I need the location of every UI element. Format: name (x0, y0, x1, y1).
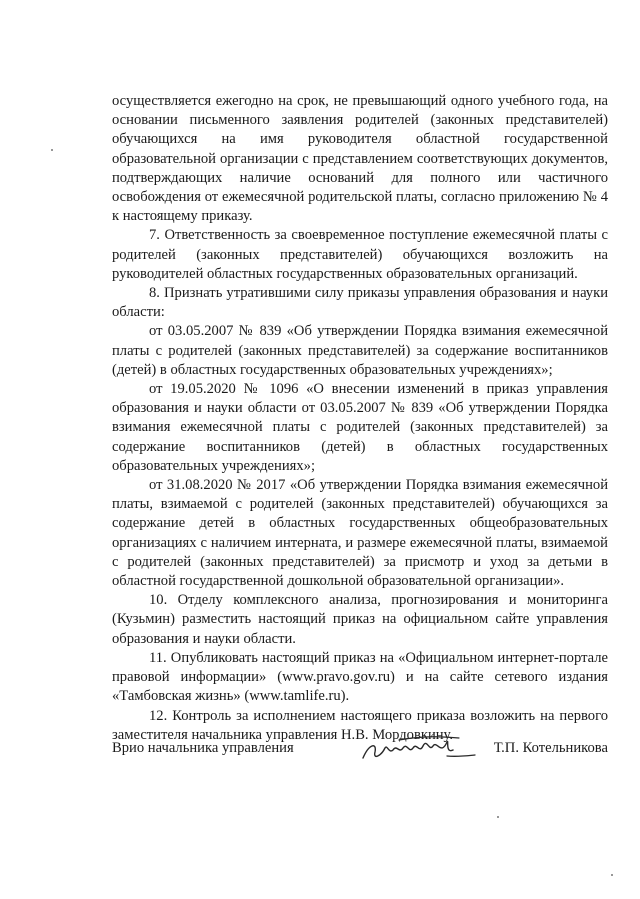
signatory-title: Врио начальника управления (112, 740, 294, 756)
document-body (112, 92, 608, 745)
paragraph-item-8: 8. Признать утратившими силу приказы управления образования и науки области: (112, 285, 608, 321)
scan-speck (611, 874, 613, 876)
paragraph-continuation: осуществляется ежегодно на срок, не превышающий одного учебного года, на основании письменного заявления родителей (законных представителей) обучающихся на имя руководителя областной государственной образовательной организации с представлением соответствующих документов, подтверждающих наличие оснований для полного или частичного освобождения от ежемесячной родительской платы, согласно приложению № 4 к настоящему приказу. (112, 93, 608, 225)
scan-speck (497, 816, 499, 818)
paragraph-item-10: 10. Отделу комплексного анализа, прогнозирования и мониторинга (Кузьмин) разместить настоящий приказ на официальном сайте управления образования и науки области. (112, 592, 608, 647)
paragraph-item-11: 11. Опубликовать настоящий приказ на «Официальном интернет-портале правовой информации» (www.pravo.gov.ru) и на сайте сетевого издания «Тамбовская жизнь» (www.tamlife.ru). (112, 649, 608, 705)
signatory-name: Т.П. Котельникова (493, 740, 608, 756)
paragraph-item-7: 7. Ответственность за своевременное поступление ежемесячной платы с родителей (законных представителей) обучающихся возложить на руководителей областных государственных образовательных организаций. (112, 227, 608, 282)
paragraph-item-12: 12. Контроль за исполнением настоящего приказа возложить на первого заместителя начальника управления Н.В. Мордовкину. (112, 707, 608, 743)
paragraph-order-2020-2017: от 31.08.2020 № 2017 «Об утверждении Порядка взимания ежемесячной платы, взимаемой с родителей (законных представителей) обучающихся за содержание детей в областных государственных общеобразовательных организациях с наличием интерната, и размере ежемесячной платы, взимаемой с родителей (законных представителей) за присмотр и уход за детьми в областной государственной дошкольной образовательной организации». (112, 477, 608, 590)
handwritten-signature (359, 732, 477, 766)
paragraph-order-2020-1096: от 19.05.2020 № 1096 «О внесении изменений в приказ управления образования и науки области от 03.05.2007 № 839 «Об утверждении Порядка взимания ежемесячной платы с родителей (законных представителей) за содержание воспитанников (детей) в областных государственных образовательных учреждениях»; (112, 381, 608, 474)
signature-block (112, 738, 608, 778)
paragraph-order-2007: от 03.05.2007 № 839 «Об утверждении Порядка взимания ежемесячной платы с родителей (законных представителей) за содержание воспитанников (детей) в областных государственных образовательных учреждениях»; (112, 323, 608, 378)
scan-speck (51, 149, 53, 151)
